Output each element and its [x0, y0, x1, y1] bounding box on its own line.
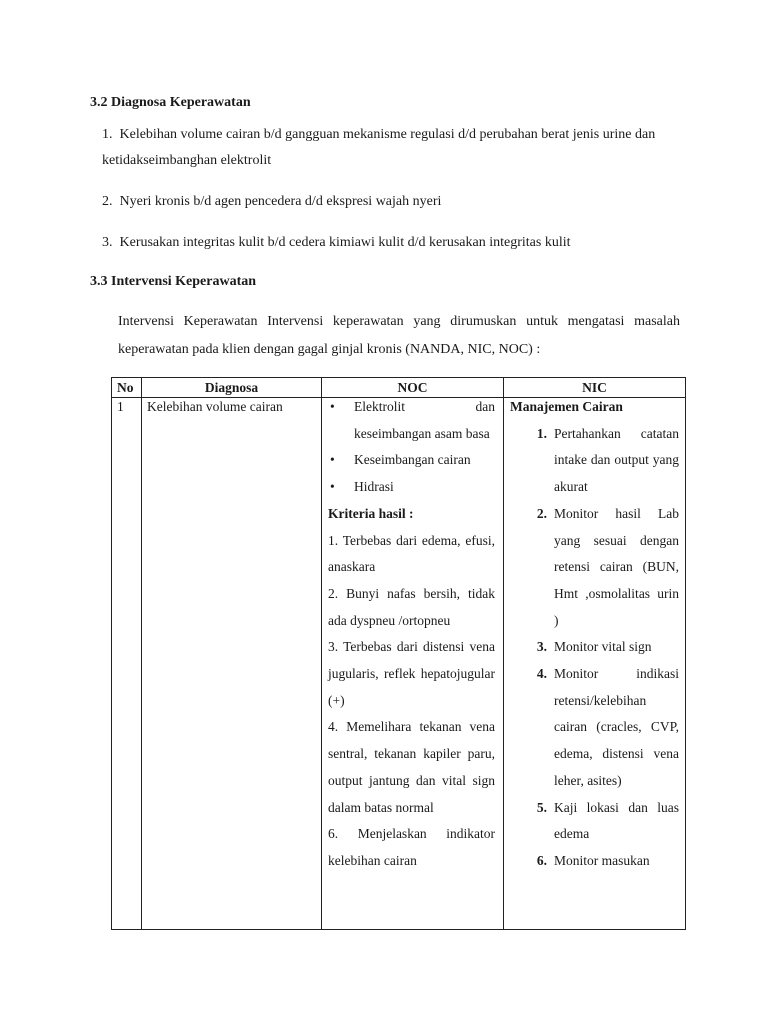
noc-bullet-text: Keseimbangan cairan: [354, 452, 471, 468]
intervensi-paragraph: Intervensi Keperawatan Intervensi keperawatan yang dirumuskan untuk mengatasi masalah keperawatan pada klien dengan gagal ginjal kronis (NANDA, NIC, NOC) :: [118, 314, 680, 357]
nic-item-text: Monitor indikasi retensi/kelebihan cairan (cracles, CVP, edema, distensi vena leher, asites): [554, 666, 679, 788]
nic-item-text: Kaji lokasi dan luas edema: [554, 799, 679, 842]
kriteria-item: 4. Memelihara tekanan vena sentral, tekanan kapiler paru, output jantung dan vital sign dalam batas normal: [328, 719, 495, 815]
nic-title: Manajemen Cairan: [510, 399, 623, 414]
kriteria-item: 2. Bunyi nafas bersih, tidak ada dyspneu /ortopneu: [328, 585, 495, 628]
nic-item: [510, 848, 679, 875]
item-text: Nyeri kronis b/d agen pencedera d/d ekspresi wajah nyeri: [119, 194, 442, 209]
kriteria-title: Kriteria hasil :: [328, 505, 414, 521]
cell-diagnosa: Kelebihan volume cairan: [142, 398, 322, 930]
noc-bullet: [328, 474, 495, 501]
diagnosa-item-2: [102, 189, 692, 215]
header-diagnosa: Diagnosa: [142, 378, 322, 398]
kriteria-item: 3. Terbebas dari distensi vena jugularis, reflek hepatojugular (+): [328, 639, 495, 708]
header-noc: NOC: [322, 378, 504, 398]
nic-item-number: 1.: [536, 425, 547, 441]
nic-item-number: 2.: [536, 505, 547, 521]
item-number: 2.: [102, 194, 113, 209]
intervention-table: [111, 377, 686, 930]
item-number: 1.: [102, 127, 113, 142]
noc-bullet-text: Hidrasi: [354, 479, 394, 495]
diagnosa-item-3: [102, 230, 692, 256]
bullet-icon: •: [330, 452, 335, 468]
nic-item-text: Monitor vital sign: [554, 639, 652, 655]
kriteria-item: 6. Menjelaskan indikator kelebihan cairan: [328, 826, 495, 868]
noc-bullet: [328, 394, 495, 447]
nic-item-number: 3.: [536, 639, 547, 655]
header-nic: NIC: [504, 378, 686, 398]
nic-item-text: Monitor masukan: [554, 852, 650, 868]
noc-bullet-text: Elektrolit dan keseimbangan asam basa: [354, 399, 495, 441]
header-no: No: [112, 378, 142, 398]
nic-item-number: 5.: [536, 799, 547, 815]
bullet-icon: •: [330, 479, 335, 495]
item-number: 3.: [102, 235, 113, 250]
kriteria-item: 1. Terbebas dari edema, efusi, anaskara: [328, 532, 495, 575]
noc-bullet: [328, 447, 495, 474]
item-text: Kelebihan volume cairan b/d gangguan mekanisme regulasi d/d perubahan berat jenis urine dan ketidakseimbanghan elektrolit: [102, 127, 656, 168]
cell-nic: [504, 398, 686, 930]
diagnosa-item-1: [102, 122, 692, 174]
bullet-icon: •: [330, 399, 335, 414]
nic-item: [510, 795, 679, 848]
nic-item: [510, 661, 679, 795]
nic-item: [510, 634, 679, 661]
cell-no: 1: [112, 398, 142, 930]
table-row: [112, 398, 686, 930]
nic-item: [510, 421, 679, 501]
cell-noc: [322, 398, 504, 930]
nic-item-text: Pertahankan catatan intake dan output yang akurat: [554, 425, 679, 495]
nic-item-number: 4.: [536, 666, 547, 682]
item-text: Kerusakan integritas kulit b/d cedera kimiawi kulit d/d kerusakan integritas kulit: [119, 235, 571, 250]
nic-item-text: Monitor hasil Lab yang sesuai dengan retensi cairan (BUN, Hmt ,osmolalitas urin ): [554, 505, 679, 628]
heading-diagnosa: 3.2 Diagnosa Keperawatan: [90, 95, 251, 110]
heading-intervensi: 3.3 Intervensi Keperawatan: [90, 274, 257, 289]
nic-item-number: 6.: [536, 852, 547, 868]
nic-item: [510, 501, 679, 635]
